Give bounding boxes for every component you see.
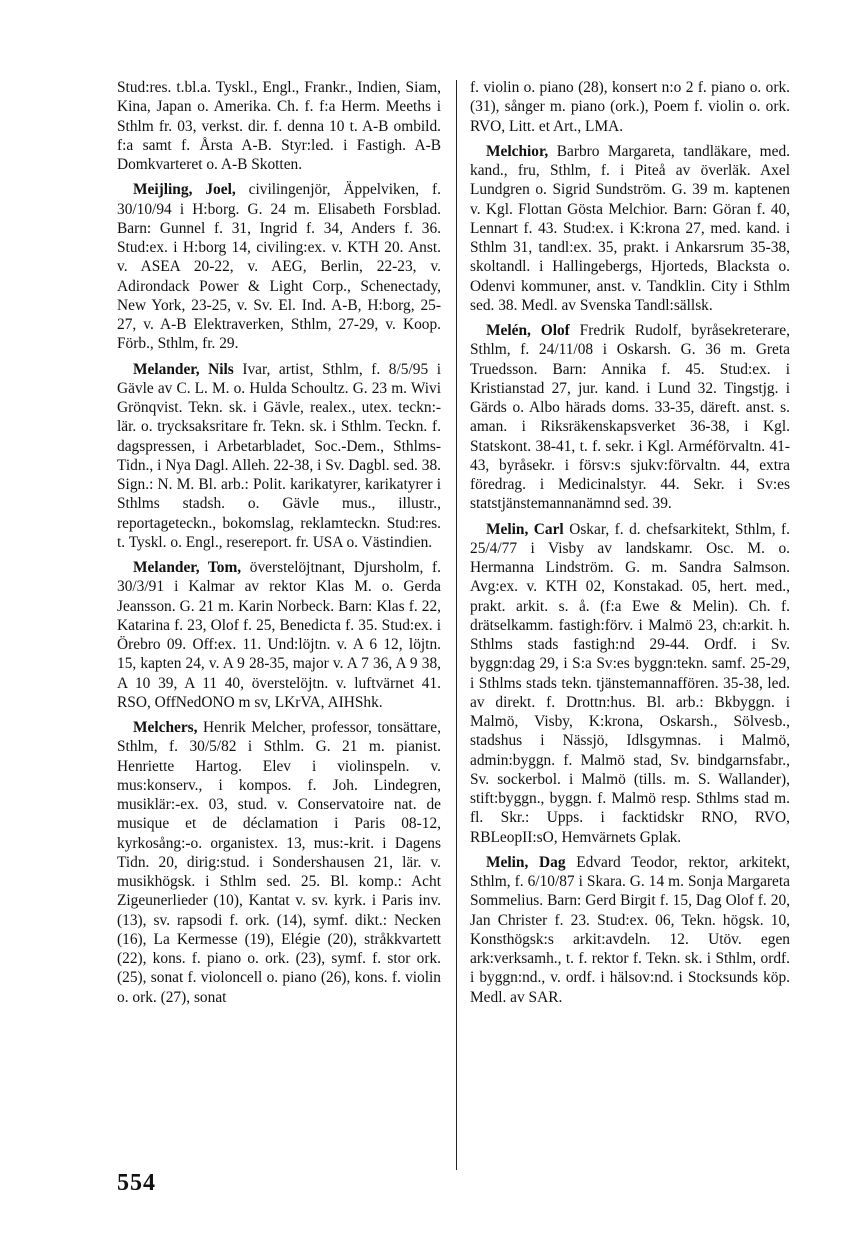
entry-text: Barbro Margareta, tandläkare, med. kand., fru, Sthlm, f. i Piteå av överläk. Axel Lundgren o. Sigrid Sundström. G. 39 m. kaptenen v. Kgl. Flottan Gösta Melchior. Barn: Göran f. 40, Lennart f. 43. Stud:ex. i K:krona 27, med. kand. i Sthlm 31, tandl:ex. 35, prakt. i Ankarsrum 35-38, skoltandl. i Hallingebergs, Hjorteds, Blacksta o. Odenvi kommuner, anst. v. Tandklin. City i Sthlm sed. 38. Medl. av Svenska Tandl:sällsk. [470, 142, 790, 314]
entry-melen-olof [470, 321, 790, 514]
entry-text: Oskar, f. d. chefsarkitekt, Sthlm, f. 25/4/77 i Visby av landskamr. Osc. M. o. Hermanna Lindström. G. m. Sandra Salmson. Avg:ex. v. KTH 02, Konstakad. 05, hert. med., prakt. arkit. s. å. (f:a Ewe & Melin). Ch. f. drätselkamm. fastigh:förv. i Malmö 23, ch:arkit. h. Sthlms stads fastigh:nd 29-44. Ordf. i Sv. byggn:dag 29, i S:a Sv:es byggn:tekn. samf. 25-29, i Sthlms stads tekn. tjänstemannaffören. 35-38, led. av direkt. f. Drottn:hus. Bl. arb.: Bkbyggn. i Malmö, Visby, K:krona, Oskarsh., Sölvesb., stadshus i Nässjö, Idlsgymnas. i Malmö, admin:byggn. f. Malmö stad, Sv. bindgarnsfabr., Sv. sockerbol. i Malmö (tills. m. S. Wallander), stift:byggn., byggn. f. Malmö resp. Sthlms stad m. fl. Skr.: Upps. i facktidskr RNO, RVO, RBLeopII:sO, Hemvärnets Gplak. [470, 520, 790, 846]
entry-text: civilingenjör, Äppelviken, f. 30/10/94 i H:borg. G. 24 m. Elisabeth Forsblad. Barn: Gunnel f. 31, Ingrid f. 34, Anders f. 36. Stud:ex. i H:borg 14, civiling:ex. v. KTH 20. Anst. v. ASEA 20-22, v. AEG, Berlin, 22-23, v. Adirondack Power & Light Corp., Schenectady, New York, 23-25, v. Sv. El. Ind. A-B, H:borg, 25-27, v. A-B Elektraverken, Sthlm, 27-29, v. Koop. Förb., Sthlm, fr. 29. [117, 181, 442, 353]
entry-name: Melén, Olof [486, 322, 570, 339]
entry-melander-tom [117, 558, 441, 712]
entry-meijling-joel [117, 180, 441, 353]
entry-text: Edvard Teodor, rektor, arkitekt, Sthlm, f. 6/10/87 i Skara. G. 14 m. Sonja Margareta Sommelius. Barn: Gerd Birgit f. 15, Dag Olof f. 20, Jan Christer f. 23. Stud:ex. 06, Tekn. högsk. 10, Konsthögsk:s arkit:avdeln. 12. Utöv. egen ark:verksamh., t. f. rektor f. Tekn. sk. i Sthlm, ordf. i byggn:nd., v. ordf. i hälsov:nd. i Stocksunds köp. Medl. av SAR. [470, 853, 791, 1006]
entry-name: Meijling, Joel, [133, 181, 236, 199]
entry-melchers-henrik [117, 718, 441, 1007]
entry-melin-carl [470, 520, 790, 847]
entry-melander-nils [117, 360, 441, 553]
entry-continuation [470, 78, 790, 136]
entry-continuation [117, 78, 441, 174]
entry-text: Henrik Melcher, professor, tonsättare, Sthlm, f. 30/5/82 i Sthlm. G. 21 m. pianist. Henriette Hartog. Elev i violinspeln. v. mus:konserv., i kompos. f. Joh. Lindegren, musiklär:-ex. 03, stud. v. Conservatoire nat. de musique et de déclamation i Paris 08-12, kyrkosång:-o. organistex. 13, mus:-krit. i Dagens Tidn. 20, dirig:stud. i Sondershausen 21, lär. v. musikhögsk. i Sthlm sed. 25. Bl. komp.: Acht Zigeunerlieder (10), Kantat v. sv. kyrk. i Paris inv. (13), sv. rapsodi f. ork. (14), symf. dikt.: Necken (16), La Kermesse (19), Elégie (20), stråkkvartett (22), kons. f. piano o. ork. (23), symf. f. stor ork. (25), sonat f. violoncell o. piano (26), kons. f. violin o. ork. (27), sonat [117, 719, 441, 1006]
entry-text: överstelöjtnant, Djursholm, f. 30/3/91 i Kalmar av rektor Klas M. o. Gerda Jeansson. G. 21 m. Karin Norbeck. Barn: Klas f. 22, Katarina f. 23, Olof f. 25, Benedicta f. 35. Stud:ex. i Örebro 09. Off:ex. 11. Und:löjtn. v. A 6 12, löjtn. 15, kapten 24, v. A 9 28-35, major v. A 7 36, A 9 38, A 10 39, A 11 40, överstelöjtn. v. luftvärnet 41. RSO, OffNedONO m sv, LKrVA, AIHShk. [117, 559, 441, 711]
left-column [117, 78, 441, 1013]
entry-text: f. violin o. piano (28), konsert n:o 2 f. piano o. ork. (31), sånger m. piano (ork.), Poem f. violin o. ork. RVO, Litt. et Art., LMA. [470, 79, 790, 135]
entry-melin-dag [470, 853, 790, 1007]
entry-name: Melander, Tom, [133, 559, 242, 576]
entry-text: Ivar, artist, Sthlm, f. 8/5/95 i Gävle av C. L. M. o. Hulda Schoultz. G. 23 m. Wivi Grönqvist. Tekn. sk. i Gävle, realex., utex. teckn:-lär. o. trycksaksritare fr. Tekn. sk. i Sthlm. Teckn. f. dagspressen, i Arbetarbladet, Soc.-Dem., Sthlms-Tidn., i Nya Dagl. Alleh. 22-38, i Sv. Dagbl. sed. 38. Sign.: N. M. Bl. arb.: Polit. karikatyrer, karikatyrer i Sthlms stadsh. o. Gävle mus., illustr., reportageteckn., bokomslag, reklamteckn. Stud:res. t. Tyskl. o. Engl., resereport. fr. USA o. Västindien. [117, 360, 441, 551]
entry-name: Melin, Carl [486, 520, 564, 538]
column-divider [456, 80, 457, 1170]
entry-melchior-barbro [470, 142, 790, 315]
entry-name: Melchers, [133, 719, 198, 736]
right-column [470, 78, 790, 1013]
entry-text: Stud:res. t.bl.a. Tyskl., Engl., Frankr., Indien, Siam, Kina, Japan o. Amerika. Ch. f. f:a Herm. Meeths i Sthlm fr. 03, verkst. dir. f. denna 10 t. A-B ombild. f:a samt f. Årsta A-B. Styr:led. i Fastigh. A-B Domkvarteret o. A-B Skotten. [117, 79, 441, 173]
entry-name: Melchior, [486, 142, 549, 160]
page-number: 554 [117, 1170, 156, 1196]
entry-name: Melander, Nils [133, 360, 234, 378]
entry-name: Melin, Dag [486, 853, 566, 871]
entry-text: Fredrik Rudolf, byråsekreterare, Sthlm, f. 24/11/08 i Oskarsh. G. 36 m. Greta Truedsson. Barn: Annika f. 45. Stud:ex. i Kristianstad 27, jur. kand. i Lund 32. Tingstjg. i Gärds o. Albo härads doms. 33-35, däreft. anst. s. aman. i Riksräkenskapsverket 36-38, i Kgl. Statskont. 38-41, t. f. sekr. i Kgl. Arméförvaltn. 41-43, byråsekr. i försv:s sjukv:förvaltn. 44, extra föredrag. i Medicinalstyr. 44. Sekr. i Sv:es statstjänstemannanämnd sed. 39. [470, 322, 790, 513]
